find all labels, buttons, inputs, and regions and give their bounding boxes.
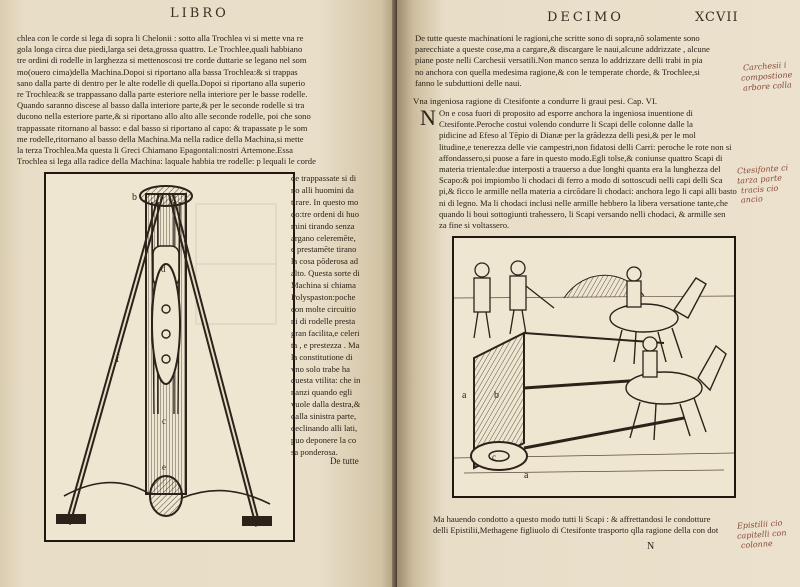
text-line: puo deponere la co [291,434,357,445]
text-line: ducono nella esteriore parte,& si riportano allo alto alle seconde rodelle, poi che sono [17,111,311,122]
text-line: con molte circuitio [291,303,356,314]
text-line: do:tre ordeni di huo [291,208,360,219]
text-line: trappassate ritornano al basso: e dal basso si riportano al capo: & trapassate p le som [17,122,308,133]
left-running-head: LIBRO [170,6,229,21]
text-line: Ma hauendo condotto a questo modo tutti li Scapi : & affrettandosi le condotture [433,514,711,524]
oxen-transport-illustration [454,238,734,496]
right-page [397,0,800,587]
text-line: ni di legno. Ma li chodaci inclusi nelle armille hebbero la libera versatione tante,che [439,197,728,208]
polyspaston-woodcut [44,172,295,542]
text-line: sano dalla parte di dentro per le alte rodelle di quella.Dopoi si riportano alla superio [17,77,306,88]
text-line: no anchora con quella medesima ragione,& con le temperate chorde, & Trochlee,si [415,66,700,77]
text-line: sa ponderosa. [291,446,338,457]
text-line: Quando saranno discese al basso dalla interiore parte,& per le seconde rodelle si tra [17,100,305,111]
text-line: On e cosa fuori di proposito ad esporre anchora la ingeniosa inuentione di [439,108,693,118]
signature-mark: N [647,541,655,552]
margin-note-3: arbore colla [742,80,793,93]
left-page-side-text [291,173,391,459]
text-line: Ctesifonte.Peroche costui volendo condurre li Scapi delle colonne dalle la [439,119,693,130]
text-line: chlea con le corde si lega di sopra li Chelonii : sotto alla Trochlea vi si mette vna re [17,33,304,43]
text-line: tre ordini di rodelle in larghezza si mettenoscosi tre corde duttarie se legano nel som [17,55,307,66]
text-line: piane poste nelli Carchesii versatili.Non manco senza lo addrizzare delli trabi in pia [415,55,703,66]
text-line: nanzi quando egli [291,387,353,398]
figure-label-d: d [161,264,166,274]
text-line: delli Epistilii,Methagene figliuolo di Ctesifonte trasporto qlla ragione della con dot [433,525,719,536]
figure-label-f: f [116,354,120,365]
left-page [0,0,397,587]
margin-note-6: tracis cio [740,183,779,196]
ctesiphon-woodcut [452,236,736,498]
figure-label-b2: b [494,390,499,401]
text-line: gran facilita,e celeri [291,327,360,338]
text-line: ni di rodelle presta [291,315,356,326]
text-line: Polyspaston:poche [291,292,356,303]
text-line: quando li boui sottogiunti trahessero, li Scapi versando nelli chodaci, & armille sen [439,208,726,219]
left-catchword: De tutte [330,456,359,466]
text-line: mini tirando senza [291,220,355,231]
text-line: pi,& ficco le armille nella materia a circōdare li chodaci: anchora lego li capi alli basto [439,186,737,197]
text-line: dalla sinistra parte, [291,411,357,422]
right-page-text-body [439,108,757,231]
text-line: tirare. In questo mo [291,196,359,207]
text-line: la cosa pōderosa ad [291,256,359,267]
margin-note-4: Ctesifonte ci [736,163,789,176]
right-running-head: DECIMO [547,10,624,25]
figure-label-a2: a [524,470,529,481]
figure-label-c: c [162,416,166,426]
figure-label-b: b [132,192,137,203]
text-line: pidicine ad Efeso al Tēpio di Dianæ per la grādezza delli pesi,& per le mol [439,130,696,141]
margin-note-8: Epistilii cio [736,518,783,531]
margin-note-9: capitelli con [736,528,787,541]
text-line: parecchiate a queste cose,ma a cargare,& discargare le naui,alcune addrizzate , alcune [415,44,710,55]
text-line: materia trientale:due interposti a trauerso a due longhi quanta era la lunghezza del [439,164,721,175]
text-line: affondassero,si puose a fare in questo modo.Egli tolse,& coniunse quattro Scapi di [439,152,723,163]
chapter-heading: Vna ingeniosa ragione di Ctesifonte a condurre li graui pesi. Cap. VI. [413,96,658,106]
text-line: mo(ouero cima)della Machina.Dopoi si riportano alla bassa Trochlea:& si trappas [17,66,298,77]
text-line: vno solo trabe ha [291,363,350,374]
margin-note-1: Carchesii i [742,60,787,73]
margin-note-5: tarza parte [736,173,783,186]
figure-label-c2: c [492,452,496,462]
margin-note-2: compostione [740,70,793,83]
drop-initial: N [420,105,436,130]
right-page-text-top [415,33,755,89]
text-line: argano celeremēte, [291,232,356,243]
text-line: De tutte queste machinationi le ragioni,che scritte sono di sopra,nō solamente sono [415,33,700,43]
text-line: no alli huomini da [291,184,354,195]
text-line: litudine,e tenerezza delle vie campestri,non fidatosi delli Carri: peroche le rote non si [439,141,732,152]
text-line: gola longa circa due piedi,larga sei deta,grossa quattro. Le Trochlee,quali habbiano [17,44,303,55]
left-page-text-top [17,33,389,167]
text-line: Scapo:& poi impiombo li chodaci di ferro a modo di sottoscudi nelli capi delli Sca [439,175,723,186]
right-page-text-bottom [433,514,763,536]
figure-label-e: e [162,462,166,472]
margin-note-7: ancio [740,194,764,205]
text-line: Machina si chiama [291,280,356,291]
text-line: declinando alli lati, [291,423,358,434]
text-line: re Trochlea:& se trappassano dalla parte esteriore nella interiore per le basse rodelle. [17,89,308,100]
text-line: vuole dalla destra,& [291,399,361,410]
text-line: de trappassate si di [291,173,357,183]
text-line: fanno le subduttioni delle naui. [415,77,522,88]
text-line: za fine si voltassero. [439,220,510,231]
text-line: e prestamēte tirano [291,244,357,255]
margin-note-10: colonne [740,538,773,551]
text-line: me rodelle,ritornano al basso della Machina.Ma nella radice della Machina,si mette [17,133,304,144]
figure-label-a: a [462,390,467,401]
right-folio: XCVII [695,10,739,25]
text-line: la terza Trochlea.Ma questa li Greci Chiamano Epagontali:nostri Artemone.Essa [17,145,293,156]
crane-illustration [46,174,293,540]
text-line: la constitutione di [291,351,353,362]
text-line: ta , e prestezza . Ma [291,339,360,350]
text-line: Trochlea si lega alla radice della Machina: laquale habbia tre rodelle: p lequali le corde [17,156,316,167]
text-line: alto. Questa sorte di [291,268,360,279]
text-line: questa vtilita: che in [291,375,361,386]
